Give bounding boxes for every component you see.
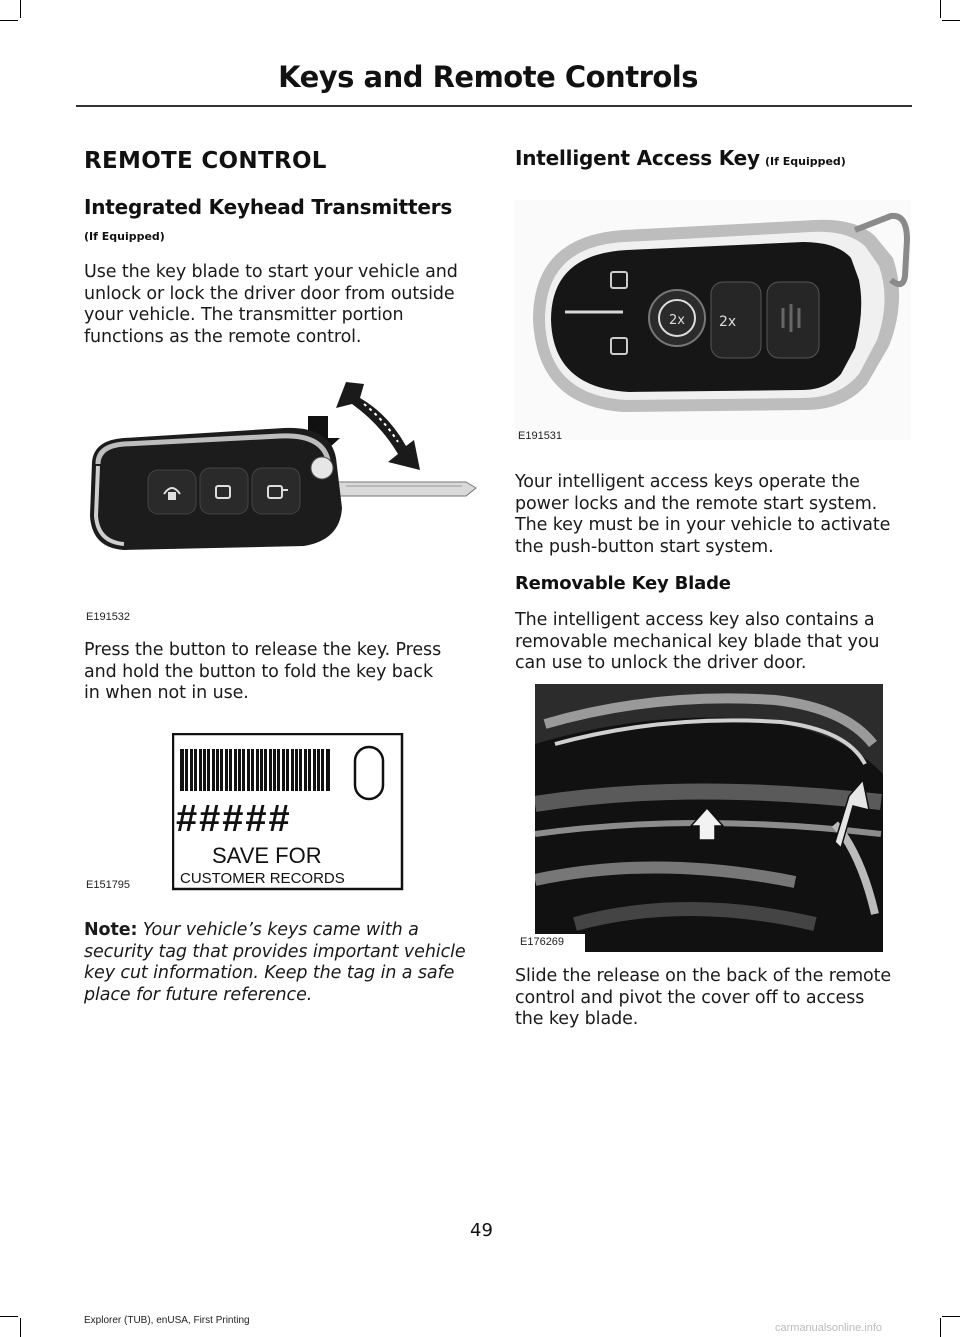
watermark-text: carmanualsonline.info — [775, 1322, 883, 1334]
text-line: removable mechanical key blade that you — [515, 631, 880, 652]
section-title-remote-control: REMOTE CONTROL — [84, 148, 327, 174]
section-title-text: Intelligent Access Key — [515, 146, 760, 170]
footer-text: Explorer (TUB), enUSA, First Printing — [84, 1315, 250, 1326]
text-line: The intelligent access key also contains a — [515, 610, 875, 630]
crop-mark-top-right-h — [942, 20, 960, 21]
header-rule — [76, 105, 912, 107]
text-line: in when not in use. — [84, 683, 249, 703]
note-paragraph — [84, 920, 484, 1006]
intelligent-access-key-illustration — [515, 200, 911, 440]
remote-start-button-icon — [649, 290, 705, 346]
crop-mark-top-left-v — [20, 0, 21, 18]
release-paragraph — [84, 640, 484, 705]
text-line: place for future reference. — [84, 984, 313, 1005]
text-line: the push-button start system. — [515, 536, 774, 557]
crop-mark-top-left-h — [0, 20, 18, 21]
text-line — [84, 920, 484, 942]
figure-label-e191531: E191531 — [518, 430, 563, 442]
svg-text:2x: 2x — [719, 314, 737, 330]
crop-mark-top-right-v — [940, 0, 941, 18]
text-line: power locks and the remote start system. — [515, 493, 878, 514]
text-line: The key must be in your vehicle to activate — [515, 515, 891, 535]
crop-mark-bottom-left-h — [0, 1316, 18, 1317]
trunk-icon — [719, 314, 736, 330]
subsection-title-removable-key-blade: Removable Key Blade — [515, 573, 731, 594]
text-line: key cut information. Keep the tag in a safe — [84, 963, 455, 983]
access-key-paragraph — [515, 472, 915, 558]
note-text: Your vehicle’s keys came with a — [137, 920, 419, 940]
if-equipped-qualifier: (If Equipped) — [764, 155, 846, 168]
barcode-graphic — [180, 749, 330, 791]
text-line: and hold the button to fold the key back — [84, 661, 433, 682]
subsection-title-integrated-keyhead: Integrated Keyhead Transmitters — [84, 195, 453, 219]
text-line: Your intelligent access keys operate the — [515, 472, 860, 492]
figure-label-e191532: E191532 — [86, 611, 131, 623]
if-equipped-qualifier: (If Equipped) — [84, 230, 165, 243]
text-line: Press the button to release the key. Press — [84, 640, 442, 660]
security-tag-illustration — [172, 733, 404, 891]
crop-mark-bottom-right-h — [942, 1316, 960, 1317]
text-line: Use the key blade to start your vehicle and — [84, 262, 458, 282]
crop-mark-bottom-right-v — [940, 1318, 941, 1337]
figure-label-e176269: E176269 — [520, 936, 565, 948]
crop-mark-bottom-left-v — [20, 1318, 21, 1337]
section-title-intelligent-access-key — [515, 146, 846, 170]
flip-key-illustration — [84, 370, 484, 620]
tag-number-text: ##### — [176, 798, 292, 840]
text-line: the key blade. — [515, 1009, 639, 1029]
tag-save-for-text: SAVE FOR — [212, 843, 322, 868]
svg-text:2x: 2x — [669, 313, 685, 328]
page-number: 49 — [470, 1220, 493, 1241]
key-blade-paragraph — [515, 610, 915, 675]
text-line: Slide the release on the back of the remote — [515, 966, 892, 986]
intro-paragraph — [84, 262, 484, 348]
fold-arrow-icon — [336, 382, 420, 470]
text-line: control and pivot the cover off to access — [515, 987, 865, 1008]
page-header-title: Keys and Remote Controls — [278, 60, 698, 94]
tag-customer-records-text: CUSTOMER RECORDS — [180, 870, 345, 887]
text-line: can use to unlock the driver door. — [515, 653, 807, 673]
figure-label-e151795: E151795 — [86, 879, 131, 891]
remote-back-cover-illustration — [535, 684, 883, 952]
text-line: functions as the remote control. — [84, 326, 362, 347]
slide-release-paragraph — [515, 966, 915, 1031]
note-label: Note: — [84, 920, 138, 940]
text-line: your vehicle. The transmitter portion — [84, 305, 404, 325]
text-line: unlock or lock the driver door from outside — [84, 283, 455, 304]
text-line: security tag that provides important vehicle — [84, 941, 466, 962]
